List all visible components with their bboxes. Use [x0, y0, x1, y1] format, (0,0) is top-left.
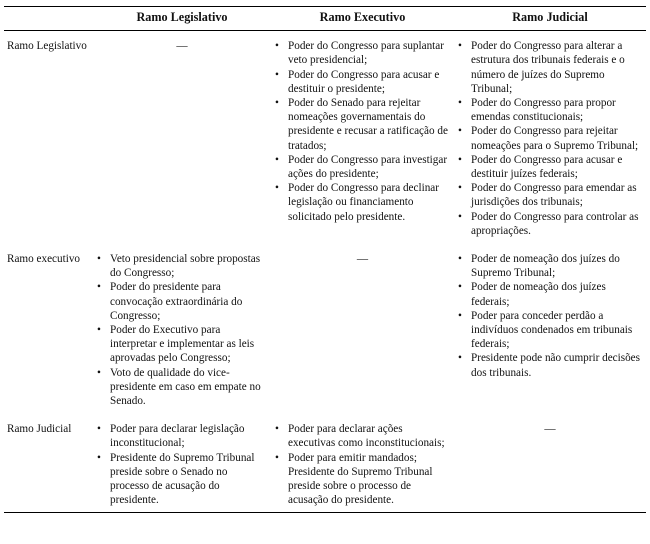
list-item: • Poder do Congresso para declinar legislação ou financiamento solicitado pelo presidente. — [273, 181, 452, 224]
table-row-legislativo — [4, 31, 646, 246]
cell-legislativo-over-judicial — [454, 31, 646, 246]
list-item: • Poder do Congresso para acusar e destituir juízes federais; — [456, 153, 644, 181]
cell-executivo-over-judicial — [454, 246, 646, 416]
list-item: • Presidente do Supremo Tribunal preside sobre o Senado no processo de acusação do presidente. — [95, 451, 269, 508]
header-executivo: Ramo Executivo — [271, 7, 454, 31]
bullet-list — [273, 422, 452, 507]
cell-judicial-over-legislativo — [93, 416, 271, 512]
list-item: • Poder para conceder perdão a indivíduos condenados em tribunais federais; — [456, 309, 644, 352]
list-item: • Poder do Congresso para controlar as apropriações. — [456, 210, 644, 238]
checks-and-balances-table — [4, 6, 646, 513]
row-label: Ramo Legislativo — [7, 40, 87, 53]
cell-empty-dash: — — [454, 416, 646, 512]
list-item: • Poder de nomeação dos juízes do Supremo Tribunal; — [456, 252, 644, 280]
header-row — [4, 7, 646, 31]
list-item: • Poder de nomeação dos juízes federais; — [456, 280, 644, 308]
list-item: • Poder do Congresso para suplantar veto presidencial; — [273, 39, 452, 67]
table-row-executivo — [4, 246, 646, 416]
header-legislativo: Ramo Legislativo — [93, 7, 271, 31]
cell-empty-dash: — — [356, 253, 369, 266]
row-label: Ramo executivo — [7, 253, 81, 266]
list-item: • Poder do Senado para rejeitar nomeações governamentais do presidente e recusar a ratificação de tratados; — [273, 96, 452, 153]
list-item: • Poder do presidente para convocação extraordinária do Congresso; — [95, 280, 269, 323]
bullet-list — [456, 39, 644, 238]
list-item: • Poder do Congresso para rejeitar nomeações para o Supremo Tribunal; — [456, 124, 644, 152]
cell-executivo-over-legislativo — [93, 246, 271, 416]
list-item: • Poder para emitir mandados; Presidente do Supremo Tribunal preside sobre o processo de acusação do presidente. — [273, 451, 452, 508]
list-item: • Poder do Executivo para interpretar e implementar as leis aprovadas pelo Congresso; — [95, 323, 269, 366]
list-item: • Veto presidencial sobre propostas do Congresso; — [95, 252, 269, 280]
header-corner — [4, 7, 93, 31]
bullet-list — [456, 252, 644, 380]
list-item: • Poder do Congresso para emendar as jurisdições dos tribunais; — [456, 181, 644, 209]
cell-judicial-over-executivo — [271, 416, 454, 512]
row-label: Ramo Judicial — [4, 416, 93, 512]
cell-legislativo-over-executivo — [271, 31, 454, 246]
list-item: • Poder do Congresso para acusar e destituir o presidente; — [273, 68, 452, 96]
cell-empty-dash: — — [176, 40, 188, 53]
list-item: • Voto de qualidade do vice-presidente em caso em empate no Senado. — [95, 366, 269, 409]
list-item: • Poder do Congresso para investigar ações do presidente; — [273, 153, 452, 181]
header-judicial: Ramo Judicial — [454, 7, 646, 31]
bullet-list — [95, 422, 269, 507]
list-item: • Presidente pode não cumprir decisões dos tribunais. — [456, 351, 644, 379]
list-item: • Poder para declarar ações executivas como inconstitucionais; — [273, 422, 452, 450]
list-item: • Poder do Congresso para alterar a estrutura dos tribunais federais e o número de juízes do Supremo Tribunal; — [456, 39, 644, 96]
list-item: • Poder para declarar legislação inconstitucional; — [95, 422, 269, 450]
bullet-list — [273, 39, 452, 224]
table-row-judicial — [4, 416, 646, 512]
list-item: • Poder do Congresso para propor emendas constitucionais; — [456, 96, 644, 124]
bullet-list — [95, 252, 269, 408]
